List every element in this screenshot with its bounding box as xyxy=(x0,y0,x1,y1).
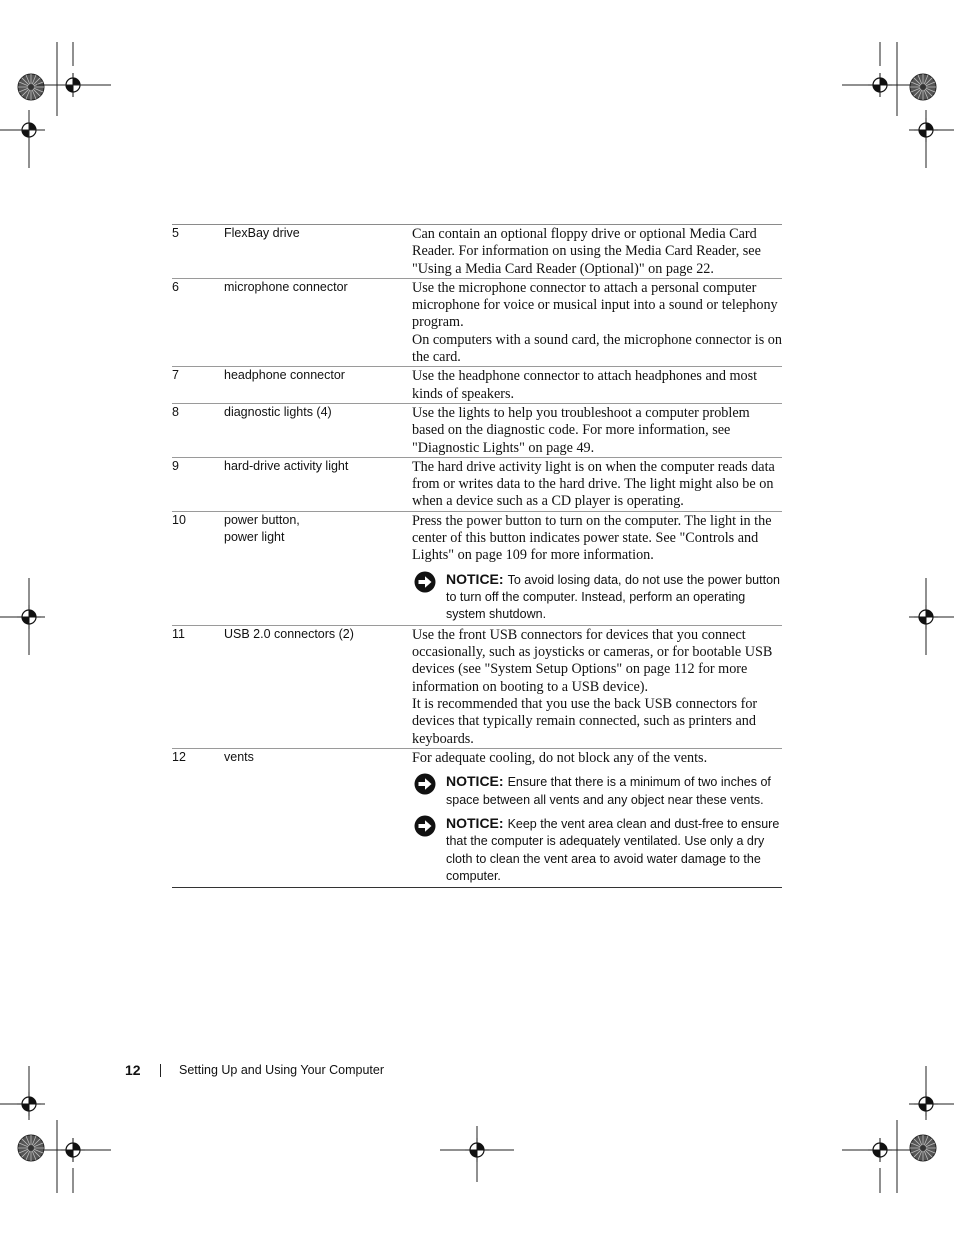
item-number: 12 xyxy=(172,748,224,887)
registration-starburst-icon xyxy=(17,73,45,101)
item-number: 8 xyxy=(172,403,224,457)
item-description xyxy=(412,748,782,887)
registration-starburst-icon xyxy=(909,1134,937,1162)
table-row xyxy=(172,748,782,887)
component-table xyxy=(172,224,782,888)
page-footer xyxy=(125,1061,384,1079)
description-paragraph: Use the lights to help you troubleshoot a computer problem based on the diagnostic code. For more information, see "Diagnostic Lights" on page 49. xyxy=(412,404,750,456)
item-name: diagnostic lights (4) xyxy=(224,403,412,457)
notice-body: Ensure that there is a minimum of two inches of space between all vents and any object near these vents. xyxy=(446,775,771,807)
description-paragraph: The hard drive activity light is on when the computer reads data from or writes data to the hard drive. The light might also be on when a device such as a CD player is operating. xyxy=(412,458,775,510)
registration-starburst-icon xyxy=(17,1134,45,1162)
table-row xyxy=(172,278,782,366)
registration-starburst-icon xyxy=(909,73,937,101)
description-paragraph: Press the power button to turn on the computer. The light in the center of this button indicates power state. See "Controls and Lights" on page 109 for more information. xyxy=(412,512,772,564)
item-number: 5 xyxy=(172,226,179,240)
registration-crosshair-icon xyxy=(17,1092,41,1116)
registration-crosshair-icon xyxy=(465,1138,489,1162)
registration-crosshair-icon xyxy=(868,1138,892,1162)
item-name: FlexBay drive xyxy=(224,226,300,240)
item-name: hard-drive activity light xyxy=(224,457,412,511)
registration-crosshair-icon xyxy=(914,118,938,142)
table-row xyxy=(172,403,782,457)
notice-text xyxy=(446,773,782,809)
item-description xyxy=(412,511,782,625)
item-name xyxy=(224,511,412,625)
notice-block xyxy=(412,571,782,624)
item-number: 11 xyxy=(172,625,224,748)
notice-label: NOTICE: xyxy=(446,570,504,587)
registration-crosshair-icon xyxy=(61,1138,85,1162)
item-name: microphone connector xyxy=(224,278,412,366)
notice-body: To avoid losing data, do not use the power button to turn off the computer. Instead, perform an operating system shutdown. xyxy=(446,572,780,622)
item-description xyxy=(412,278,782,366)
item-number: 7 xyxy=(172,367,224,404)
table-row xyxy=(172,225,782,279)
item-description xyxy=(412,625,782,748)
description-paragraph: Use the headphone connector to attach headphones and most kinds of speakers. xyxy=(412,368,758,402)
table-row xyxy=(172,625,782,748)
item-description xyxy=(412,457,782,511)
table-row xyxy=(172,511,782,625)
description-paragraph: Can contain an optional floppy drive or optional Media Card Reader. For information on using the Media Card Reader, see "Using a Media Card Reader (Optional)" on page 22. xyxy=(412,226,761,277)
description-paragraph: For adequate cooling, do not block any of the vents. xyxy=(412,749,708,766)
page-number: 12 xyxy=(125,1062,141,1078)
item-name: vents xyxy=(224,748,412,887)
notice-text xyxy=(446,815,782,886)
description-paragraph: It is recommended that you use the back USB connectors for devices that typically remain connected, such as printers and keyboards. xyxy=(412,696,758,747)
description-paragraph: Use the microphone connector to attach a personal computer microphone for voice or musical input into a sound or telephony program. xyxy=(412,279,778,331)
description-paragraph: On computers with a sound card, the microphone connector is on the card. xyxy=(412,331,782,366)
registration-crosshair-icon xyxy=(61,73,85,97)
notice-label: NOTICE: xyxy=(446,773,504,790)
item-name-line: power light xyxy=(224,530,285,545)
item-number: 9 xyxy=(172,457,224,511)
notice-arrow-icon xyxy=(414,571,436,593)
item-name: USB 2.0 connectors (2) xyxy=(224,625,412,748)
notice-text xyxy=(446,571,782,624)
description-paragraph: Use the front USB connectors for devices that you connect occasionally, such as joysticks or cameras, or for bootable USB devices (see "System Setup Options" on page 112 for more information on booting to a USB device). xyxy=(412,626,773,695)
notice-block xyxy=(412,773,782,809)
registration-crosshair-icon xyxy=(17,118,41,142)
table-row xyxy=(172,457,782,511)
registration-crosshair-icon xyxy=(914,1092,938,1116)
item-description xyxy=(412,225,782,279)
registration-crosshair-icon xyxy=(914,605,938,629)
registration-crosshair-icon xyxy=(868,73,892,97)
registration-crosshair-icon xyxy=(17,605,41,629)
notice-arrow-icon xyxy=(414,815,436,837)
notice-block xyxy=(412,815,782,886)
notice-body: Keep the vent area clean and dust-free to ensure that the computer is adequately ventilated. Use only a dry cloth to clean the vent area to avoid water damage to the computer. xyxy=(446,817,780,884)
footer-divider xyxy=(160,1064,161,1077)
item-number: 6 xyxy=(172,278,224,366)
notice-label: NOTICE: xyxy=(446,815,504,832)
item-name: headphone connector xyxy=(224,367,412,404)
table-row xyxy=(172,367,782,404)
item-description xyxy=(412,403,782,457)
section-title: Setting Up and Using Your Computer xyxy=(179,1063,384,1077)
item-name-line: power button, xyxy=(224,512,300,527)
item-number: 10 xyxy=(172,511,224,625)
item-description xyxy=(412,367,782,404)
notice-arrow-icon xyxy=(414,773,436,795)
